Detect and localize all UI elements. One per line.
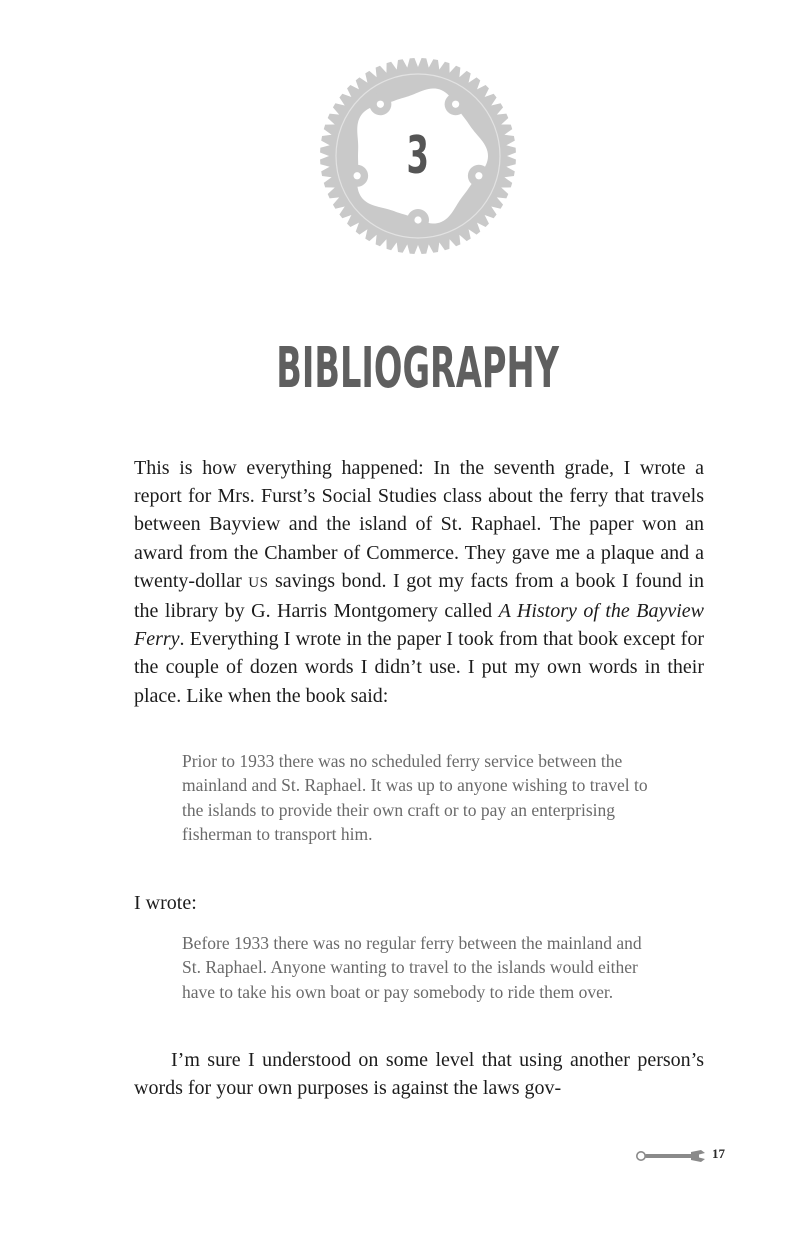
- paragraph-text: savings bond. I got my facts from a book I found in the library by G. Harris Montgomery called: [134, 569, 704, 623]
- paragraph-text: . Everything I wrote in the paper I took from that book except for the couple of dozen words I didn’t use. I put my own words in their place. Like when the book said:: [134, 628, 704, 707]
- chapter-number: 3: [406, 126, 430, 186]
- book-title: A History of the Bayview Ferry: [134, 600, 704, 651]
- paragraph-text: This is how everything happened: In the seventh grade, I wrote a report for Mrs. Furst’s Social Studies class about the ferry that travels between Bayview and the island of St. Raphael. The paper won an award from the Chamber of Commerce. They gave me a plaque and a twenty-dollar: [134, 457, 704, 592]
- chapter-title-text: BIBLIOGRAPHY: [276, 336, 560, 401]
- page-number: 17: [712, 1146, 725, 1161]
- wrench-icon: [635, 1148, 707, 1164]
- body-paragraph-2: I’m sure I understood on some level that using another person’s words for your own purposes is against the laws gov-: [134, 1049, 704, 1100]
- body-paragraph-1: [134, 454, 704, 710]
- block-quote-rewritten: Before 1933 there was no regular ferry between the mainland and St. Raphael. Anyone wanting to travel to the islands would either have to take his own boat or pay somebody to ride them over.: [182, 933, 642, 1002]
- chapter-title: [0, 334, 800, 404]
- us-abbreviation: US: [248, 574, 269, 591]
- i-wrote-line: I wrote:: [134, 892, 197, 914]
- chapter-gear-badge: [318, 56, 518, 256]
- block-quote-original: Prior to 1933 there was no scheduled ferry service between the mainland and St. Raphael. It was up to anyone wishing to travel to the islands to provide their own craft or to pay an enterprising fisherman to transport him.: [182, 751, 648, 845]
